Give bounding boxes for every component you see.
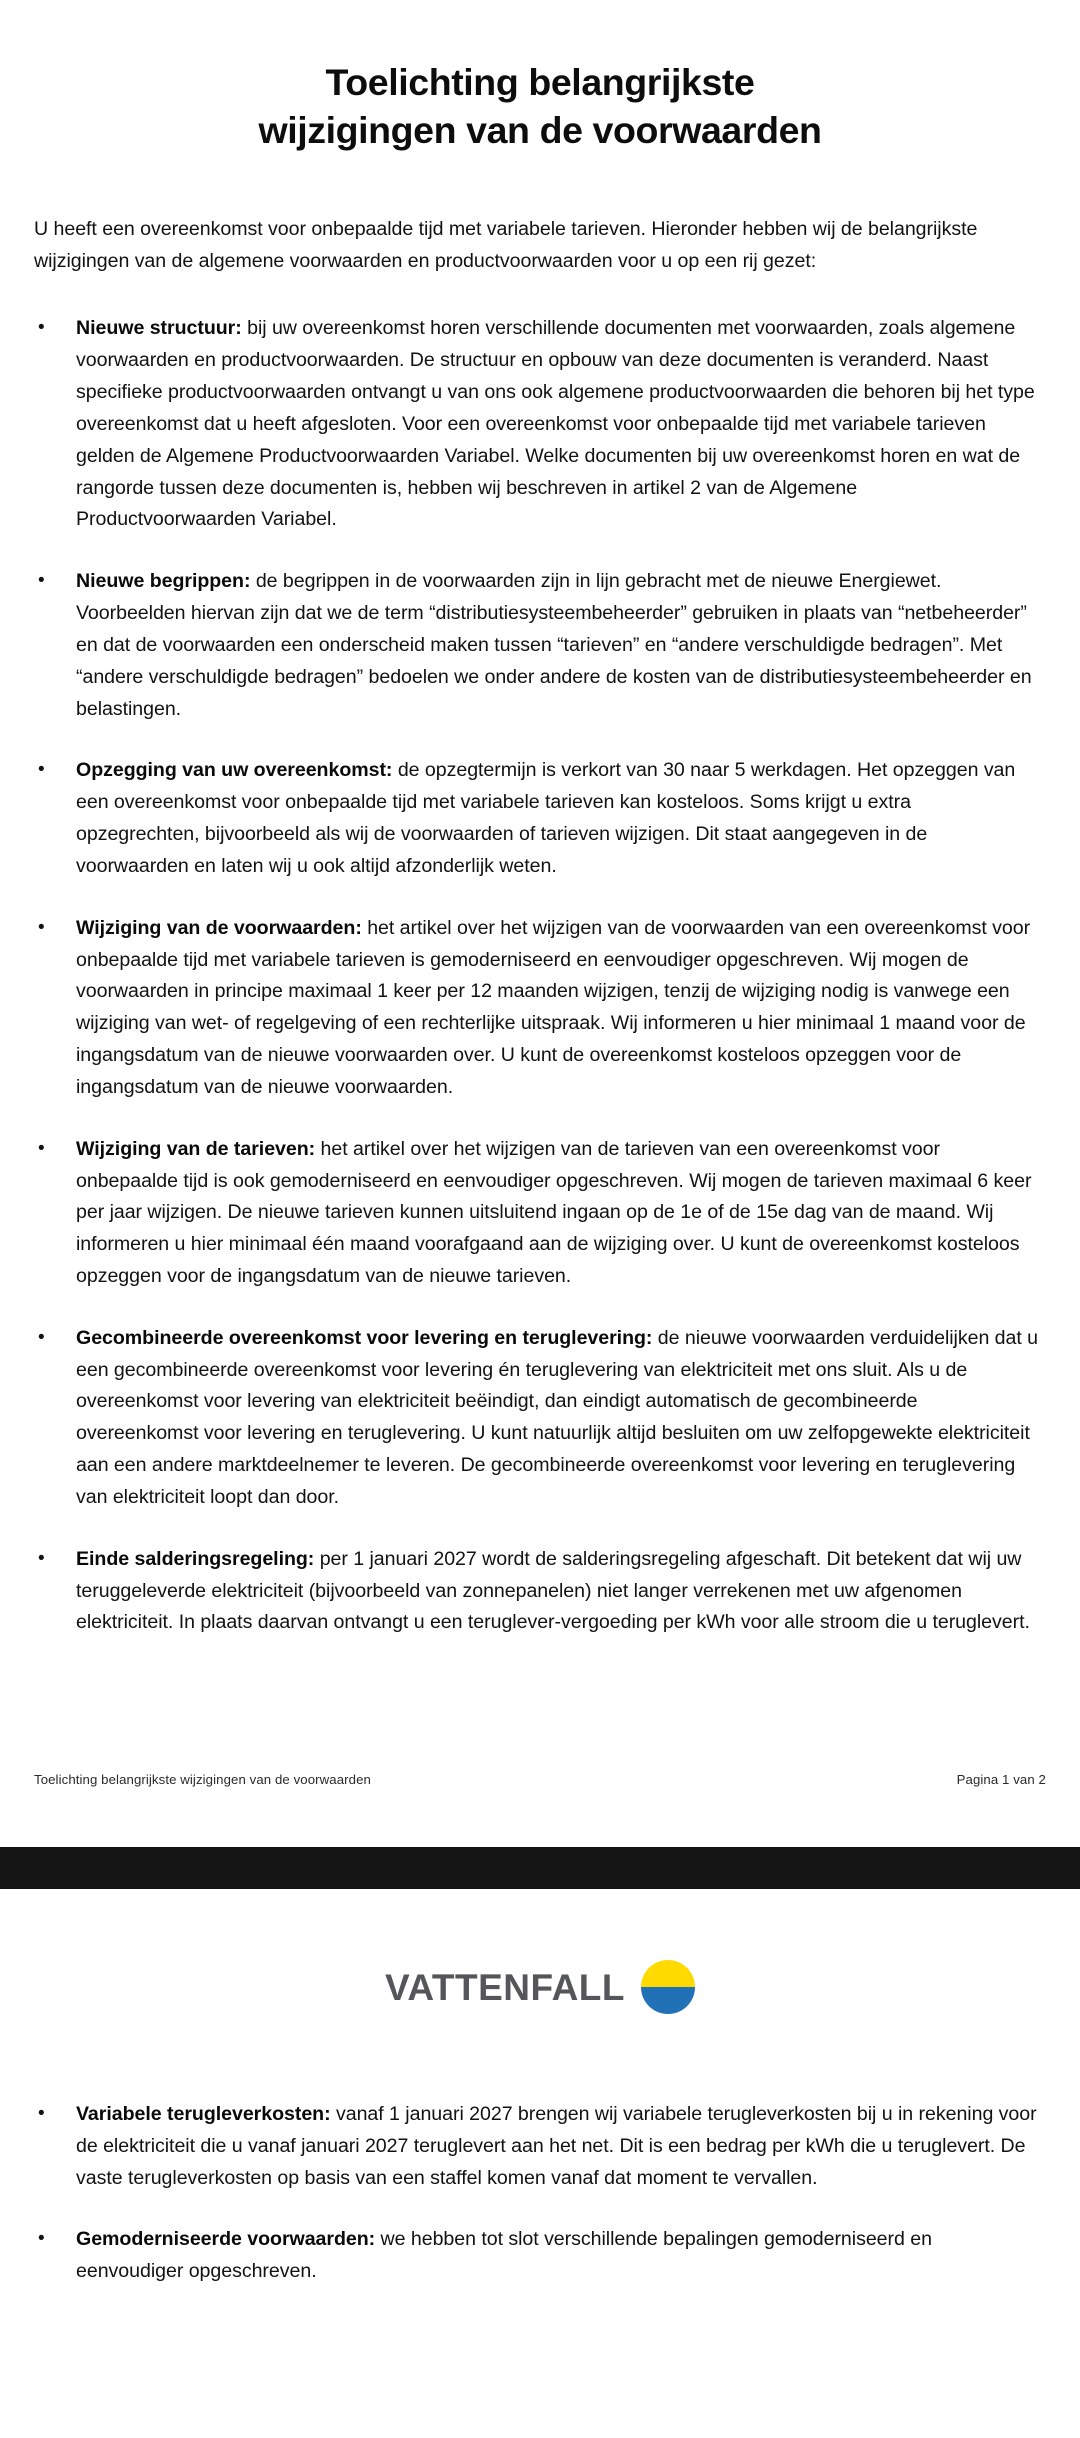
bullet-marker-icon: • xyxy=(38,570,45,592)
list-item-term: Einde salderingsregeling: xyxy=(76,1547,315,1570)
intro-paragraph: U heeft een overeenkomst voor onbepaalde tijd met variabele tarieven. Hieronder hebben wij de belangrijkste wijzigingen van de algemene voorwaarden en productvoorwaarden voor u op een rij gezet: xyxy=(34,218,978,272)
list-item-text: vanaf 1 januari 2027 brengen wij variabele terugleverkosten bij u in rekening voor de elektriciteit die u vanaf januari 2027 teruglevert aan het net. Dit is een bedrag per kWh die u teruglevert. De vaste terugleverkosten op basis van een staffel komen vanaf dat moment te vervallen. xyxy=(76,2103,1037,2189)
list-item-term: Nieuwe begrippen: xyxy=(76,570,251,593)
page-1-footer xyxy=(34,1772,1046,1787)
bullet-marker-icon: • xyxy=(38,759,45,781)
list-item-body xyxy=(76,1134,1046,1293)
document-page-2 xyxy=(0,1889,1080,2438)
page-title-line-1: Toelichting belangrijkste xyxy=(325,61,755,103)
footer-page-number: Pagina 1 van 2 xyxy=(956,1772,1046,1787)
list-item-text: de opzegtermijn is verkort van 30 naar 5 werkdagen. Het opzeggen van een overeenkomst voor onbepaalde tijd met variabele tarieven kan kosteloos. Soms krijgt u extra opzegrechten, bijvoorbeeld als wij de voorwaarden of tarieven wijzigen. Dit staat aangegeven in de voorwaarden en laten wij u ook altijd afzonderlijk weten. xyxy=(76,759,1016,877)
page-title xyxy=(140,52,940,154)
list-item-text: bij uw overeenkomst horen verschillende documenten met voorwaarden, zoals algemene voorwaarden en productvoorwaarden. De structuur en opbouw van deze documenten is veranderd. Naast specifieke productvoorwaarden ontvangt u van ons ook algemene productvoorwaarden die behoren bij het type overeenkomst dat u heeft afgesloten. Voor een overeenkomst voor onbepaalde tijd met variabele tarieven gelden de Algemene Productvoorwaarden Variabel. Welke documenten bij uw overeenkomst horen en wat de rangorde tussen deze documenten is, hebben wij beschreven in artikel 2 van de Algemene Productvoorwaarden Variabel. xyxy=(76,317,1035,531)
list-item xyxy=(34,755,1046,882)
list-item xyxy=(34,2224,1046,2288)
list-item-body xyxy=(76,1323,1046,1514)
vattenfall-wordmark: VATTENFALL xyxy=(385,1966,625,2008)
logo-mark-bottom-half xyxy=(641,1987,695,2014)
list-item-body xyxy=(76,2224,1046,2288)
list-item-body xyxy=(76,755,1046,882)
page-2-bullet-list xyxy=(34,2099,1046,2438)
list-item xyxy=(34,1323,1046,1514)
page-1-bullet-list xyxy=(34,313,1046,1639)
page-2-header xyxy=(34,1889,1046,2085)
bullet-marker-icon: • xyxy=(38,1137,45,1159)
list-item-term: Gemoderniseerde voorwaarden: xyxy=(76,2228,376,2251)
list-item-text: de begrippen in de voorwaarden zijn in lijn gebracht met de nieuwe Energiewet. Voorbeelden hiervan zijn dat we de term “distributiesysteembeheerder” gebruiken in plaats van “netbeheerder” en dat de voorwaarden een onderscheid maken tussen “tarieven” en “andere verschuldigde bedragen”. Met “andere verschuldigde bedragen” bedoelen we onder andere de kosten van de distributiesysteembeheerder en belastingen. xyxy=(76,570,1032,720)
list-item-term: Wijziging van de tarieven: xyxy=(76,1137,316,1160)
list-item-body xyxy=(76,566,1046,725)
list-item-text: we hebben tot slot verschillende bepalingen gemoderniseerd en eenvoudiger opgeschreven. xyxy=(76,2228,932,2283)
list-item xyxy=(34,913,1046,1104)
bullet-marker-icon: • xyxy=(38,2228,45,2250)
footer-document-name: Toelichting belangrijkste wijzigingen van de voorwaarden xyxy=(34,1772,371,1787)
list-item-term: Gecombineerde overeenkomst voor levering en teruglevering: xyxy=(76,1326,653,1349)
bullet-marker-icon: • xyxy=(38,916,45,938)
page-separator xyxy=(0,1847,1080,1889)
list-item-text: per 1 januari 2027 wordt de salderingsregeling afgeschaft. Dit betekent dat wij uw teruggeleverde elektriciteit (bijvoorbeeld van zonnepanelen) niet langer verrekenen met uw afgenomen elektriciteit. In plaats daarvan ontvangt u een teruglever-vergoeding per kWh voor alle stroom die u teruglevert. xyxy=(76,1547,1030,1634)
list-item-term: Opzegging van uw overeenkomst: xyxy=(76,759,393,782)
list-item xyxy=(34,313,1046,536)
list-item-term: Wijziging van de voorwaarden: xyxy=(76,916,362,939)
logo-mark-top-half xyxy=(641,1960,695,1987)
list-item xyxy=(34,566,1046,725)
list-item-body xyxy=(76,313,1046,536)
bullet-marker-icon: • xyxy=(38,1326,45,1348)
list-item-term: Variabele terugleverkosten: xyxy=(76,2103,331,2125)
bullet-marker-icon: • xyxy=(38,317,45,339)
list-item xyxy=(34,2099,1046,2194)
list-item-text: het artikel over het wijzigen van de tarieven van een overeenkomst voor onbepaalde tijd is ook gemoderniseerd en eenvoudiger opgeschreven. Wij mogen de tarieven maximaal 6 keer per jaar wijzigen. De nieuwe tarieven kunnen uitsluitend ingaan op de 1e of de 15e dag van de maand. Wij informeren u hier minimaal één maand voorafgaand aan de wijziging over. U kunt de overeenkomst kosteloos opzeggen voor de ingangsdatum van de nieuwe tarieven. xyxy=(76,1137,1032,1287)
vattenfall-logo xyxy=(385,1960,695,2014)
vattenfall-mark-icon xyxy=(641,1960,695,2014)
page-title-line-2: wijzigingen van de voorwaarden xyxy=(258,109,822,151)
list-item-text: het artikel over het wijzigen van de voorwaarden van een overeenkomst voor onbepaalde tijd met variabele tarieven is gemoderniseerd en eenvoudiger opgeschreven. Wij mogen de voorwaarden in principe maximaal 1 keer per 12 maanden wijzigen, tenzij de wijziging nodig is vanwege een wijziging van wet- of regelgeving of een rechterlijke uitspraak. Wij informeren u hier minimaal 1 maand voor de ingangsdatum van de nieuwe voorwaarden over. U kunt de overeenkomst kosteloos opzeggen voor de ingangsdatum van de nieuwe voorwaarden. xyxy=(76,916,1031,1098)
list-item-body xyxy=(76,913,1046,1104)
bullet-marker-icon: • xyxy=(38,1547,45,1569)
list-item-text: de nieuwe voorwaarden verduidelijken dat u een gecombineerde overeenkomst voor levering én teruglevering van elektriciteit met ons sluit. Als u de overeenkomst voor levering van elektriciteit beëindigt, dan eindigt automatisch de gecombineerde overeenkomst voor levering en teruglevering. U kunt natuurlijk altijd besluiten om uw zelfopgewekte elektriciteit aan een andere marktdeelnemer te leveren. De gecombineerde overeenkomst voor levering en teruglevering van elektriciteit loopt dan door. xyxy=(76,1326,1039,1508)
list-item-term: Nieuwe structuur: xyxy=(76,317,242,340)
list-item-body xyxy=(76,1544,1046,1639)
list-item xyxy=(34,1134,1046,1293)
list-item xyxy=(34,1544,1046,1639)
list-item-body xyxy=(76,2099,1046,2194)
bullet-marker-icon: • xyxy=(38,2103,45,2124)
